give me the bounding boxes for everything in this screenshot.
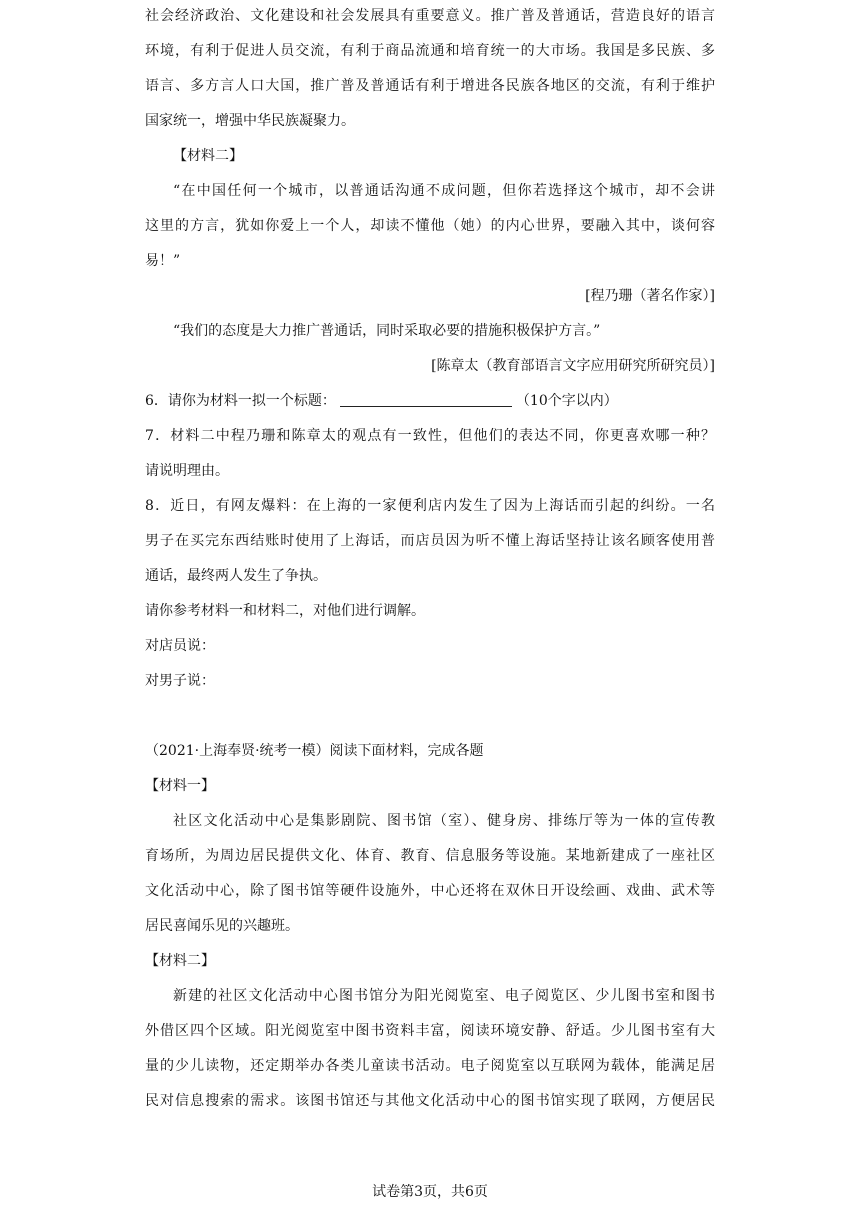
- paragraph-line: 社会经济政治、文化建设和社会发展具有重要意义。推广普及普通话，营造良好的语言: [145, 8, 715, 24]
- question-8-line: 请你参考材料一和材料二，对他们进行调解。: [145, 603, 425, 619]
- question-8-line: 通话，最终两人发生了争执。: [145, 568, 327, 584]
- quote-attribution: [程乃珊（著名作家）]: [585, 288, 715, 304]
- title-answer-blank[interactable]: [340, 392, 512, 407]
- quote-line: 易！”: [145, 253, 181, 269]
- question-8-line: 8．近日，有网友爆料：在上海的一家便利店内发生了因为上海话而引起的纠纷。一名: [145, 498, 715, 514]
- paragraph-line: 量的少儿读物，还定期举办各类儿童读书活动。电子阅览室以互联网为载体，能满足居: [145, 1058, 715, 1074]
- paragraph-line: 外借区四个区域。阳光阅览室中图书资料丰富，阅读环境安静、舒适。少儿图书室有大: [145, 1023, 715, 1039]
- answer-prompt-clerk: 对店员说：: [145, 638, 215, 654]
- material2-heading: 【材料二】: [173, 148, 243, 164]
- question-7-line: 7．材料二中程乃珊和陈章太的观点有一致性，但他们的表达不同，你更喜欢哪一种？: [145, 428, 715, 444]
- question-8-line: 男子在买完东西结账时使用了上海话，而店员因为听不懂上海话坚持让该名顾客使用普: [145, 533, 715, 549]
- quote-attribution: [陈章太（教育部语言文字应用研究所研究员）]: [431, 358, 715, 374]
- quote-line: “在中国任何一个城市，以普通话沟通不成问题，但你若选择这个城市，却不会讲: [173, 183, 715, 199]
- question-7-line: 请说明理由。: [145, 463, 229, 479]
- paragraph-line: 文化活动中心，除了图书馆等硬件设施外，中心还将在双休日开设绘画、戏曲、武术等: [145, 883, 715, 899]
- material2-heading: 【材料二】: [145, 953, 215, 969]
- page-footer: 试卷第3页，共6页: [372, 1184, 488, 1200]
- paragraph-line: 环境，有利于促进人员交流，有利于商品流通和培育统一的大市场。我国是多民族、多: [145, 43, 715, 59]
- quote-line: 这里的方言，犹如你爱上一个人，却读不懂他（她）的内心世界，要融入其中，谈何容: [145, 218, 715, 234]
- paragraph-line: 语言、多方言人口大国，推广普及普通话有利于增进各民族各地区的交流，有利于维护: [145, 78, 715, 94]
- material1-heading: 【材料一】: [145, 778, 215, 794]
- quote-line: “我们的态度是大力推广普通话，同时采取必要的措施积极保护方言。”: [173, 323, 601, 339]
- paragraph-line: 新建的社区文化活动中心图书馆分为阳光阅览室、电子阅览区、少儿图书室和图书: [173, 988, 715, 1004]
- paragraph-line: 国家统一，增强中华民族凝聚力。: [145, 113, 355, 129]
- paragraph-line: 民对信息搜索的需求。该图书馆还与其他文化活动中心的图书馆实现了联网，方便居民: [145, 1093, 715, 1109]
- question-6: [145, 391, 715, 411]
- paragraph-line: 社区文化活动中心是集影剧院、图书馆（室）、健身房、排练厅等为一体的宣传教: [173, 813, 715, 829]
- question-6-limit: （10个字以内）: [515, 393, 618, 409]
- question-6-text: 6．请你为材料一拟一个标题：: [145, 393, 336, 409]
- paragraph-line: 居民喜闻乐见的兴趣班。: [145, 918, 299, 934]
- section-title: （2021·上海奉贤·统考一模）阅读下面材料，完成各题: [145, 743, 484, 759]
- answer-prompt-man: 对男子说：: [145, 673, 215, 689]
- paragraph-line: 育场所，为周边居民提供文化、体育、教育、信息服务等设施。某地新建成了一座社区: [145, 848, 715, 864]
